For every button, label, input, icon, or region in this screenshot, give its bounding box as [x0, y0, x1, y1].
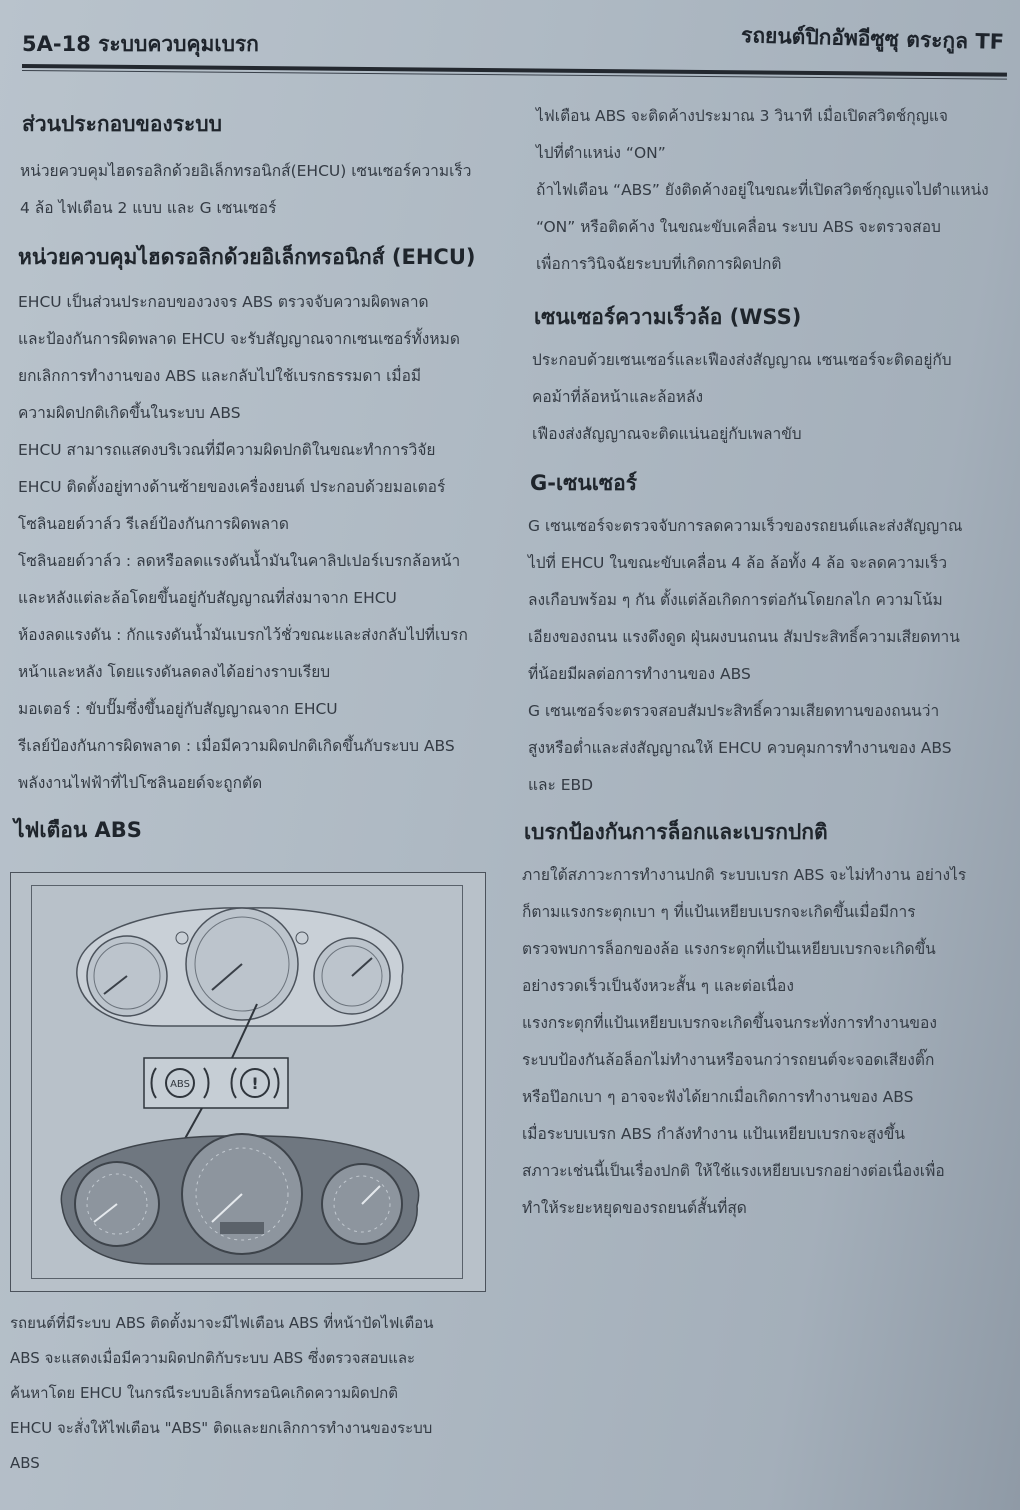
- text-line: EHCU เป็นส่วนประกอบของวงจร ABS ตรวจจับความผิดพลาด: [18, 293, 429, 311]
- text-line: คอม้าที่ล้อหน้าและล้อหลัง: [532, 388, 704, 406]
- text-line: เมื่อระบบเบรก ABS กำลังทำงาน แป้นเหยียบเบรกจะสูงขึ้น: [522, 1125, 905, 1143]
- text-line: แรงกระตุกที่แป้นเหยียบเบรกจะเกิดขึ้นจนกระทั่งการทำงานของ: [522, 1014, 937, 1032]
- text-line: หน่วยควบคุมไฮดรอลิกด้วยอิเล็กทรอนิกส์(EHCU) เซนเซอร์ความเร็ว: [20, 162, 472, 180]
- text-line: ที่น้อยมีผลต่อการทำงานของ ABS: [528, 665, 751, 683]
- text-line: รถยนต์ที่มีระบบ ABS ติดตั้งมาจะมีไฟเตือน ABS ที่หน้าปัดไฟเตือน: [10, 1314, 434, 1332]
- cluster-photo-bottom: [61, 1134, 418, 1264]
- text-line: เพื่อการวินิจฉัยระบบที่เกิดการผิดปกติ: [536, 255, 782, 273]
- text-line: ไปที่ตำแหน่ง “ON”: [536, 144, 666, 162]
- abs-icon-text: ABS: [170, 1079, 190, 1090]
- text-line: สูงหรือต่ำและส่งสัญญาณให้ EHCU ควบคุมการทำงานของ ABS: [528, 739, 952, 757]
- text-line: ห้องลดแรงดัน : กักแรงดันน้ำมันเบรกไว้ชั่วขณะและส่งกลับไปที่เบรก: [18, 626, 468, 644]
- abs-light-paragraph: [536, 98, 1012, 283]
- text-line: EHCU ติดตั้งอยู่ทางด้านซ้ายของเครื่องยนต์ ประกอบด้วยมอเตอร์: [18, 478, 446, 496]
- text-line: พลังงานไฟฟ้าที่ไปโซลินอยด์จะถูกตัด: [18, 774, 263, 792]
- instrument-cluster-figure: [10, 872, 486, 1292]
- text-line: หรือป๊อกเบา ๆ อาจจะฟังได้ยากเมื่อเกิดการทำงานของ ABS: [522, 1088, 914, 1106]
- text-line: ความผิดปกติเกิดขึ้นในระบบ ABS: [18, 404, 241, 422]
- abs-vs-normal-paragraph: [522, 857, 1012, 1227]
- cluster-outline-top: [77, 908, 403, 1026]
- text-line: “ON” หรือติดค้าง ในขณะขับเคลื่อน ระบบ ABS จะตรวจสอบ: [536, 218, 941, 236]
- section-heading-abs-vs-normal: เบรกป้องกันการล็อกและเบรกปกติ: [524, 820, 828, 844]
- section-heading-wss: เซนเซอร์ความเร็วล้อ (WSS): [534, 305, 802, 329]
- text-line: โซลินอยด์วาล์ว : ลดหรือลดแรงดันน้ำมันในคาลิปเปอร์เบรกล้อหน้า: [18, 552, 461, 570]
- text-line: G เซนเซอร์จะตรวจจับการลดความเร็วของรถยนต์และส่งสัญญาณ: [528, 517, 963, 535]
- text-line: สภาวะเช่นนี้เป็นเรื่องปกติ ให้ใช้แรงเหยียบเบรกอย่างต่อเนื่องเพื่อ: [522, 1162, 945, 1180]
- section-heading-abs-warning: ไฟเตือน ABS: [14, 818, 142, 842]
- text-line: เฟืองส่งสัญญาณจะติดแน่นอยู่กับเพลาขับ: [532, 425, 802, 443]
- book-title: รถยนต์ปิกอัพอีซูซุ ตระกูล TF: [740, 23, 1005, 54]
- text-line: รีเลย์ป้องกันการผิดพลาด : เมื่อมีความผิดปกติเกิดขึ้นกับระบบ ABS: [18, 737, 455, 755]
- text-line: 4 ล้อ ไฟเตือน 2 แบบ และ G เซนเซอร์: [20, 199, 277, 217]
- text-line: อย่างรวดเร็วเป็นจังหวะสั้น ๆ และต่อเนื่อง: [522, 977, 794, 995]
- text-line: ค้นหาโดย EHCU ในกรณีระบบอิเล็กทรอนิคเกิดความผิดปกติ: [10, 1384, 398, 1402]
- wss-paragraph: [532, 342, 1012, 453]
- text-line: ไปที่ EHCU ในขณะขับเคลื่อน 4 ล้อ ล้อทั้ง 4 ล้อ จะลดความเร็ว: [528, 554, 948, 572]
- text-line: หน้าและหลัง โดยแรงดันลดลงได้อย่างราบเรียบ: [18, 663, 331, 681]
- text-line: ถ้าไฟเตือน “ABS” ยังติดค้างอยู่ในขณะที่เปิดสวิตช์กุญแจไปตำแหน่ง: [536, 181, 989, 199]
- g-sensor-paragraph: [528, 508, 1012, 804]
- text-line: EHCU จะสั่งให้ไฟเตือน "ABS" ติดและยกเลิกการทำงานของระบบ: [10, 1419, 433, 1437]
- brake-icon-text: !: [251, 1074, 259, 1093]
- instrument-cluster-illustration: [32, 886, 462, 1278]
- text-line: EHCU สามารถแสดงบริเวณที่มีความผิดปกติในขณะทำการวิจัย: [18, 441, 436, 459]
- text-line: ยกเลิกการทำงานของ ABS และกลับไปใช้เบรกธรรมดา เมื่อมี: [18, 367, 422, 385]
- text-line: และป้องกันการผิดพลาด EHCU จะรับสัญญาณจากเซนเซอร์ทั้งหมด: [18, 330, 460, 348]
- text-line: ตรวจพบการล็อกของล้อ แรงกระตุกที่แป้นเหยียบเบรกจะเกิดขึ้น: [522, 940, 936, 958]
- text-line: ลงเกือบพร้อม ๆ กัน ตั้งแต่ล้อเกิดการต่อกันโดยกลไก ความโน้ม: [528, 591, 943, 609]
- ehcu-paragraph: [18, 284, 502, 802]
- text-line: ไฟเตือน ABS จะติดค้างประมาณ 3 วินาที เมื่อเปิดสวิตช์กุญแจ: [536, 107, 948, 125]
- section-heading-ehcu: หน่วยควบคุมไฮดรอลิกด้วยอิเล็กทรอนิกส์ (EHCU): [18, 245, 476, 269]
- figure-caption: [10, 1306, 480, 1481]
- text-line: ประกอบด้วยเซนเซอร์และเฟืองส่งสัญญาณ เซนเซอร์จะติดอยู่กับ: [532, 351, 952, 369]
- text-line: เอียงของถนน แรงดึงดูด ฝุ่นผงบนถนน สัมประสิทธิ์ความเสียดทาน: [528, 628, 960, 646]
- text-line: ABS จะแสดงเมื่อมีความผิดปกติกับระบบ ABS ซึ่งตรวจสอบและ: [10, 1349, 416, 1367]
- text-line: ก็ตามแรงกระตุกเบา ๆ ที่แป้นเหยียบเบรกจะเกิดขึ้นเมื่อมีการ: [522, 903, 916, 921]
- left-column: [14, 108, 502, 847]
- components-paragraph: [20, 153, 502, 227]
- figure-frame: [31, 885, 463, 1279]
- text-line: ABS: [10, 1454, 40, 1472]
- text-line: และ EBD: [528, 776, 594, 794]
- text-line: ทำให้ระยะหยุดของรถยนต์สั้นที่สุด: [522, 1199, 747, 1217]
- text-line: ระบบป้องกันล้อล็อกไม่ทำงานหรือจนกว่ารถยนต์จะจอดเสียงติ๊ก: [522, 1051, 935, 1069]
- text-line: G เซนเซอร์จะตรวจสอบสัมประสิทธิ์ความเสียดทานของถนนว่า: [528, 702, 940, 720]
- text-line: มอเตอร์ : ขับปั๊มซึ่งขึ้นอยู่กับสัญญาณจาก EHCU: [18, 700, 338, 718]
- section-heading-components: ส่วนประกอบของระบบ: [22, 112, 222, 136]
- text-line: ภายใต้สภาวะการทำงานปกติ ระบบเบรก ABS จะไม่ทำงาน อย่างไร: [522, 866, 967, 884]
- section-heading-g-sensor: G-เซนเซอร์: [530, 471, 638, 495]
- page-number-section: 5A-18 ระบบควบคุมเบรก: [22, 32, 259, 56]
- page-header: [0, 0, 1020, 80]
- right-column: [520, 98, 1012, 1227]
- text-line: โซลินอยด์วาล์ว รีเลย์ป้องกันการผิดพลาด: [18, 515, 289, 533]
- text-line: และหลังแต่ละล้อโดยขึ้นอยู่กับสัญญาณที่ส่งมาจาก EHCU: [18, 589, 397, 607]
